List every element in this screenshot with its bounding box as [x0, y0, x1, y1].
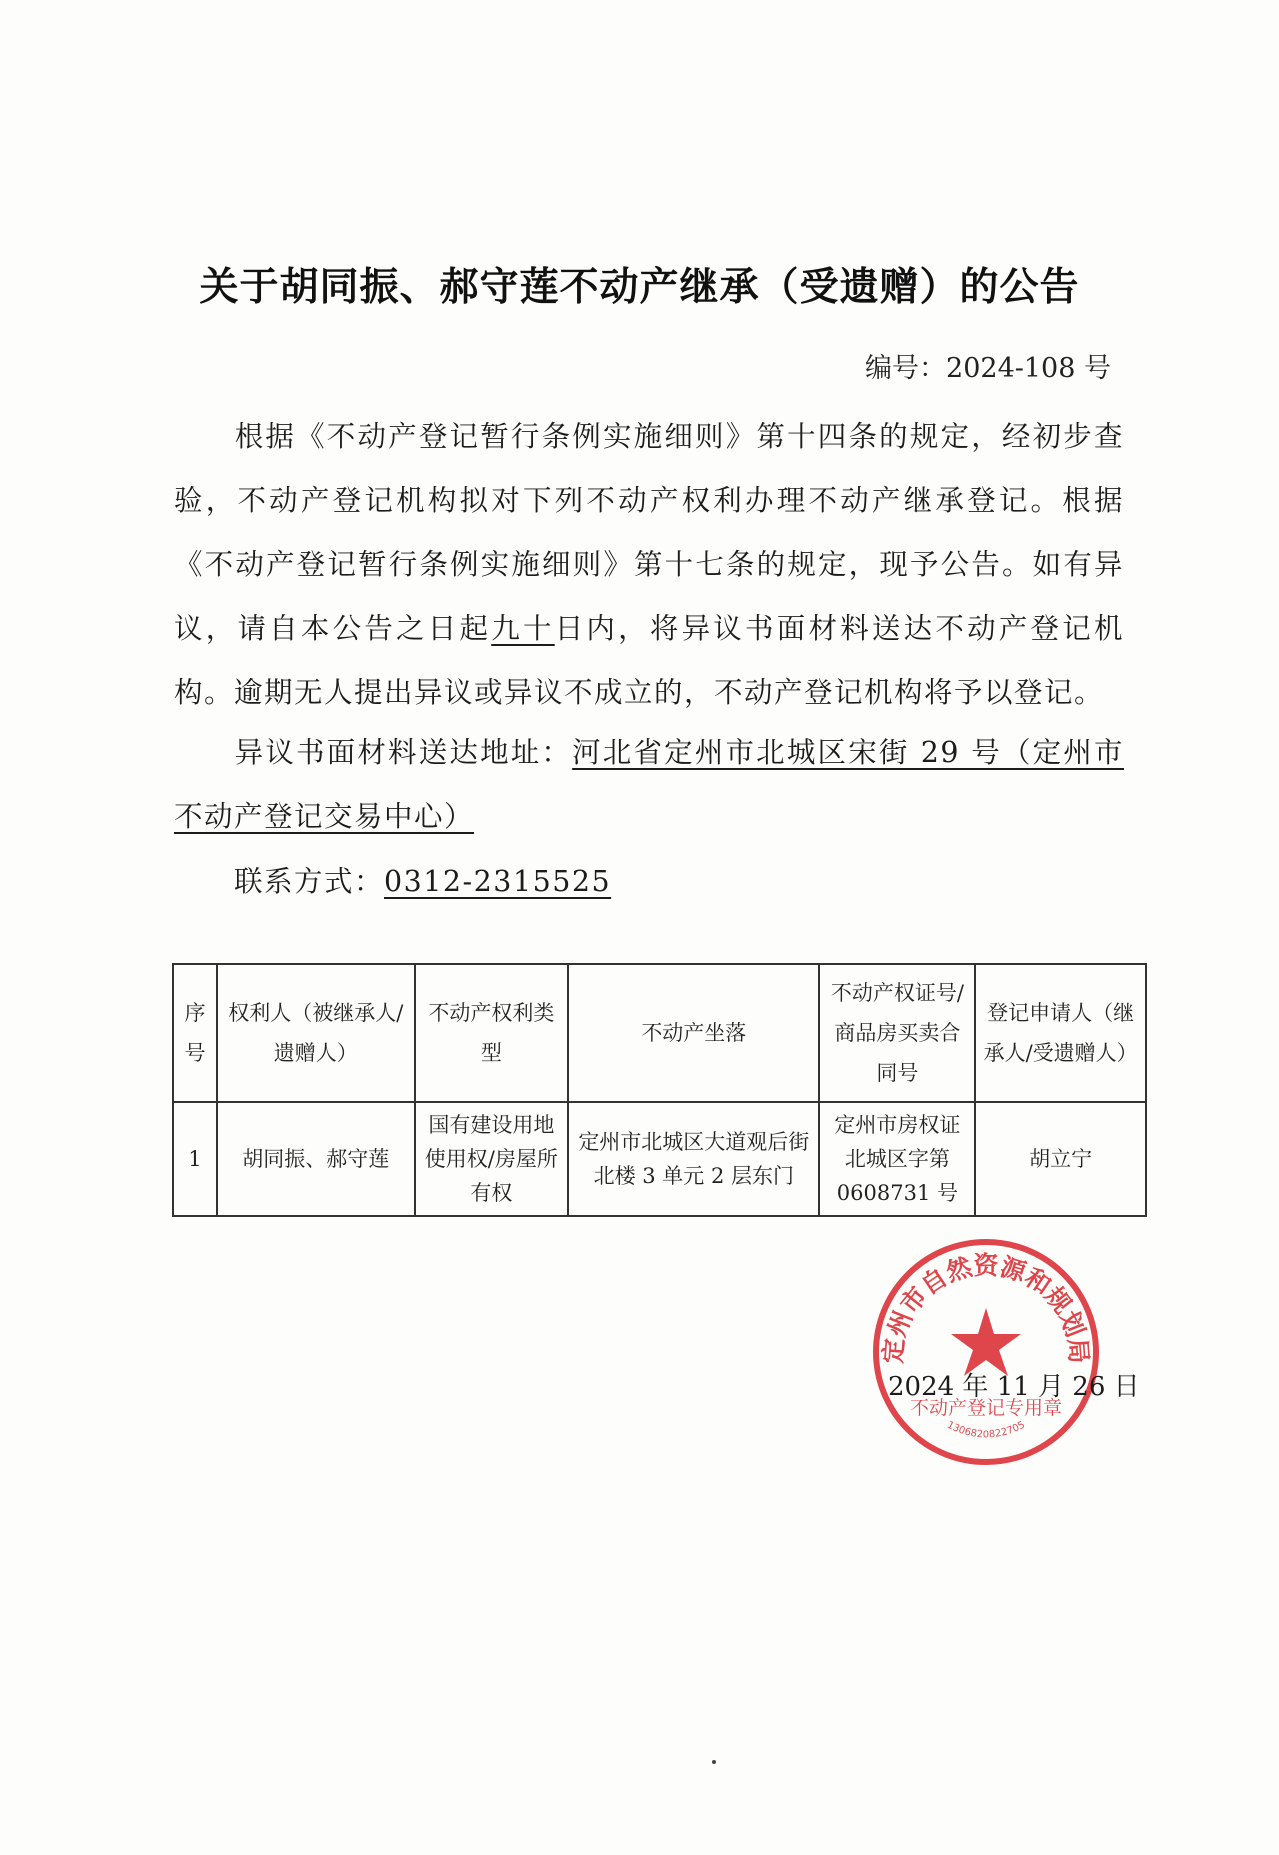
cell-no: 1 [173, 1102, 217, 1216]
header-holder: 权利人（被继承人/遗赠人） [217, 964, 415, 1102]
official-seal [868, 1234, 1104, 1470]
document-number: 编号：2024-108 号 [865, 353, 1111, 384]
contact-phone: 0312-2315525 [384, 865, 612, 898]
table-header-row [173, 964, 1146, 1102]
header-applicant: 登记申请人（继承人/受遗赠人） [975, 964, 1146, 1102]
address-label: 异议书面材料送达地址： [234, 736, 573, 769]
header-right-type: 不动产权利类型 [415, 964, 569, 1102]
header-location: 不动产坐落 [568, 964, 819, 1102]
table-row [173, 1102, 1146, 1216]
address-paragraph [174, 721, 1124, 849]
main-paragraph-part2: 日内，将异议书面材料送达不动产登记机构。逾期无人提出异议或异议不成立的，不动产登记机构将予以登记。 [174, 612, 1124, 709]
cell-cert-no: 定州市房权证北城区字第 0608731 号 [819, 1102, 975, 1216]
cell-location: 定州市北城区大道观后街北楼 3 单元 2 层东门 [568, 1102, 819, 1216]
announcement-date: 2024 年 11 月 26 日 [888, 1372, 1140, 1402]
seal-code: 1306820822705 [945, 1419, 1027, 1441]
contact-label: 联系方式： [234, 865, 385, 898]
cell-right-type: 国有建设用地使用权/房屋所有权 [415, 1102, 569, 1216]
property-table [172, 963, 1147, 1217]
main-paragraph [174, 405, 1124, 725]
document-title: 关于胡同振、郝守莲不动产继承（受遗赠）的公告 [199, 265, 1080, 310]
objection-period: 九十 [491, 612, 555, 645]
scan-speck [712, 1760, 716, 1764]
contact-paragraph [174, 850, 1124, 914]
main-paragraph-part1: 根据《不动产登记暂行条例实施细则》第十四条的规定，经初步查验，不动产登记机构拟对下列不动产权利办理不动产继承登记。根据《不动产登记暂行条例实施细则》第十七条的规定，现予公告。如有异议，请自本公告之日起 [174, 420, 1124, 645]
header-no: 序号 [173, 964, 217, 1102]
header-cert-no: 不动产权证号/商品房买卖合同号 [819, 964, 975, 1102]
seal-org-name: 定州市自然资源和规划局 [878, 1251, 1094, 1365]
cell-applicant: 胡立宁 [975, 1102, 1146, 1216]
cell-holder: 胡同振、郝守莲 [217, 1102, 415, 1216]
address-value: 河北省定州市北城区宋街 29 号（定州市不动产登记交易中心） [174, 736, 1124, 833]
seal-sub-name: 不动产登记专用章 [909, 1397, 1063, 1419]
